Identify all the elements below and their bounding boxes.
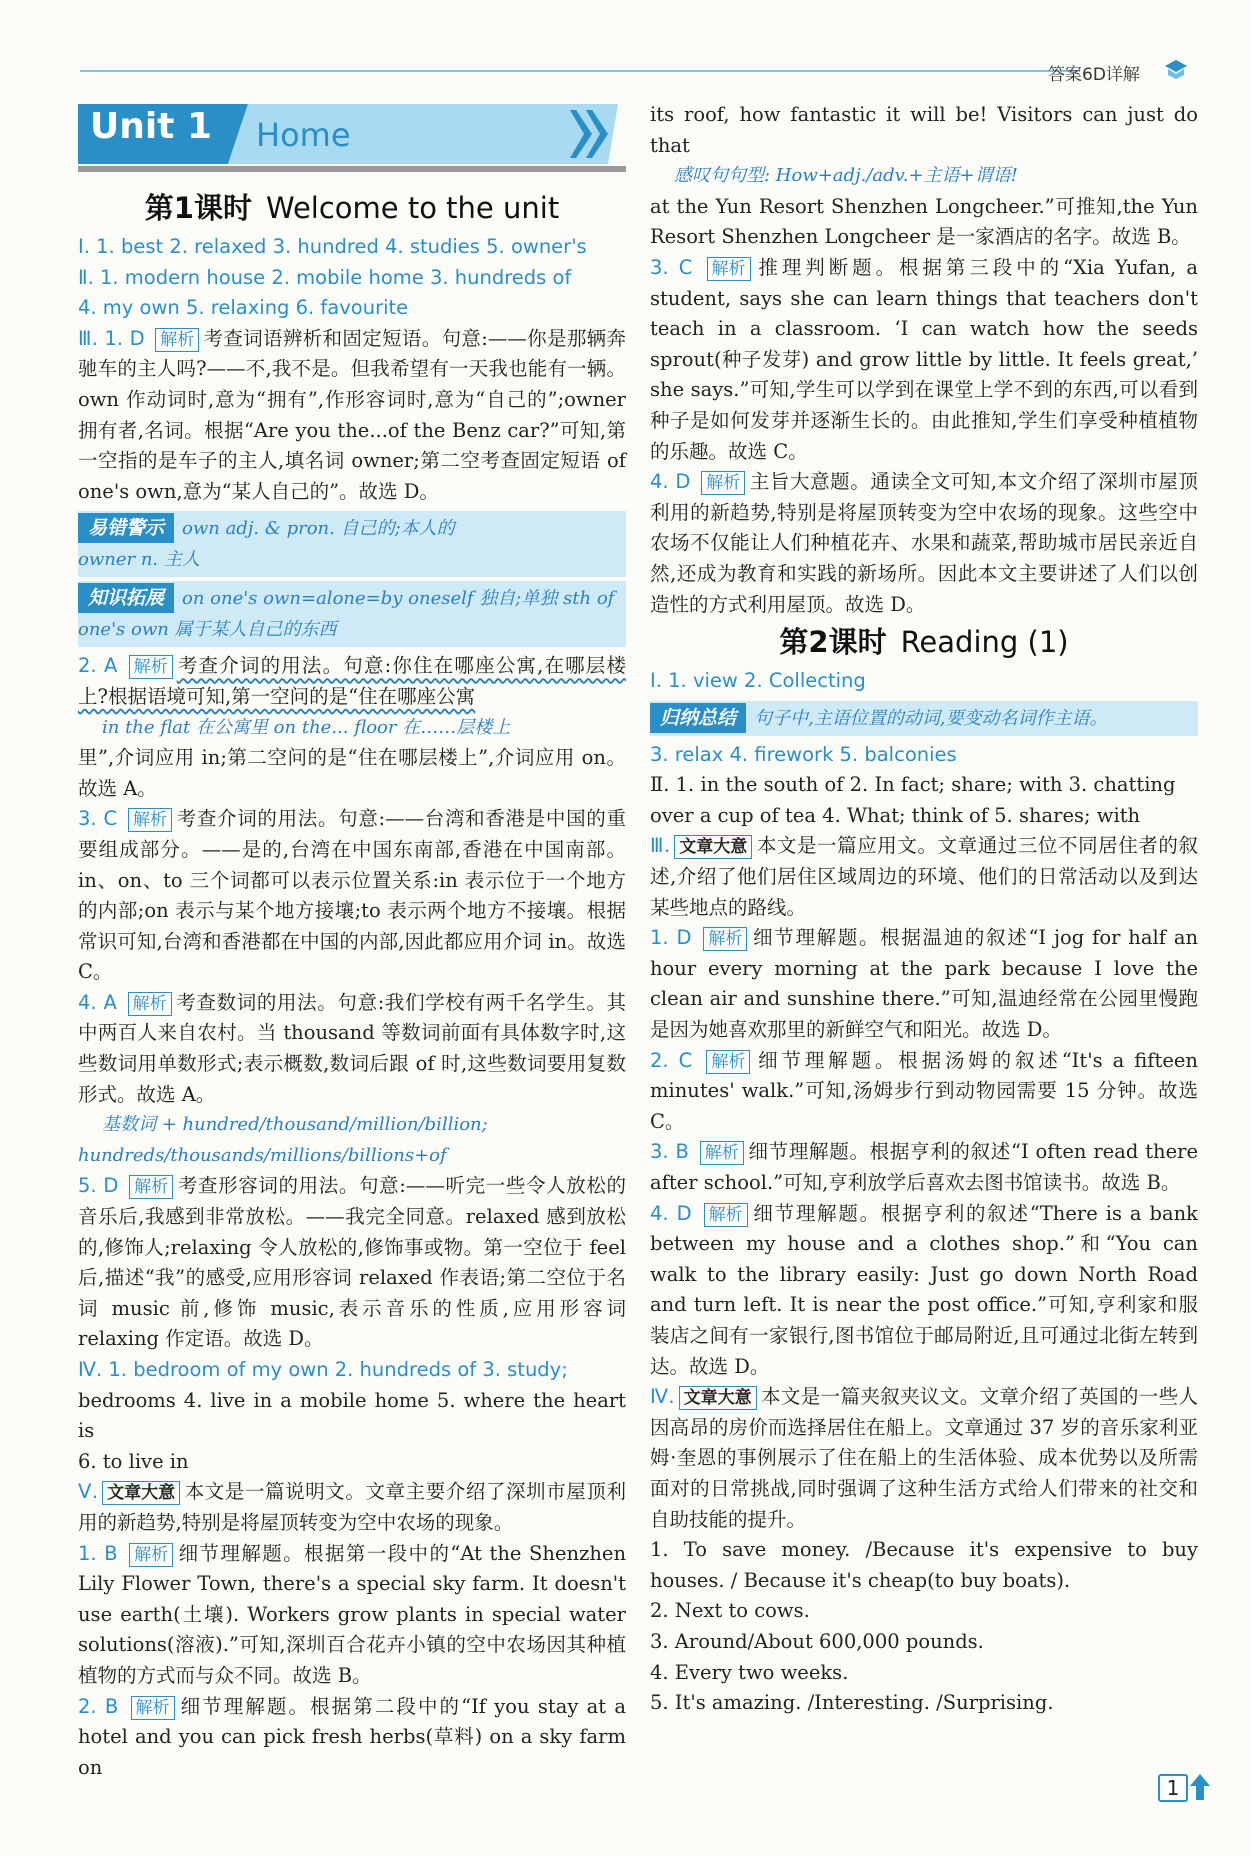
analysis-tag: 解析	[701, 471, 745, 495]
q3-3-explanation	[78, 804, 626, 988]
q3-2-text-b: 里”,介词应用 in;第二空问的是“住在哪层楼上”,介词应用 on。故选 A。	[78, 746, 626, 800]
l2-section-4-head: Ⅳ.	[650, 1385, 675, 1409]
section-5-summary-text: 本文是一篇说明文。文章主要介绍了深圳市屋顶利用的新趋势,特别是将屋顶转变为空中农场的现象。	[78, 1480, 626, 1534]
l2-section-1-answers-b: 3. relax 4. firework 5. balconies	[650, 742, 957, 766]
q3-4-handwritten-note-1: 基数词 + hundred/thousand/million/billion;	[102, 1114, 488, 1136]
lesson-2-title-cn: 第2课时	[779, 625, 887, 660]
error-warning-text-1: own adj. & pron. 自己的;本人的	[182, 518, 455, 540]
book-logo-icon	[1163, 58, 1189, 80]
section-2-answers-b: 4. my own 5. relaxing 6. favourite	[78, 296, 409, 320]
q5-4-answer: 4. D	[650, 470, 691, 494]
summary-box	[650, 701, 1198, 736]
q3-5-explanation	[78, 1171, 626, 1355]
analysis-tag: 解析	[704, 1203, 748, 1227]
l2-q4-explanation	[650, 1199, 1198, 1383]
analysis-tag: 解析	[128, 808, 172, 832]
q5-2-explanation	[78, 1692, 626, 1784]
q5-1-explanation	[78, 1539, 626, 1692]
page-arrow-icon	[1190, 1772, 1210, 1802]
q3-2-text-a: 考查介词的用法。句意:你住在哪座公寓,在哪层楼上?根据语境可知,第一空问的是“住在哪座公寓	[78, 654, 626, 708]
q5-1-answer: 1. B	[78, 1541, 118, 1565]
q3-1-explanation	[78, 324, 626, 508]
l2-q4-answer: 4. D	[650, 1201, 692, 1225]
l2-section-1-answers: Ⅰ. 1. view 2. Collecting	[650, 669, 866, 693]
l2-q2-answer: 2. C	[650, 1048, 693, 1072]
error-warning-label: 易错警示	[78, 513, 174, 543]
q3-5-text: 考查形容词的用法。句意:——听完一些令人放松的音乐后,我感到非常放松。——我完全同意。relaxed 感到放松的,修饰人;relaxing 令人放松的,修饰事或物。第一空位于 feel 后,描述“我”的感受,应用形容词 relaxed 作表语;第二空位于名词 music 前,修饰 music,表示音乐的性质,应用形容词 relaxing 作定语。故选 D。	[78, 1174, 626, 1351]
q3-2-explanation	[78, 651, 626, 712]
q5-3-text: 推理判断题。根据第三段中的“Xia Yufan, a student, says she can learn things that teachers don't teach in a classroom. ‘I can watch how the seeds sprout(种子发芽) and grow little by little. It feels great,’ she says.”可知,学生可以学到在课堂上学不到的东西,可以看到种子是如何发芽并逐渐生长的。由此推知,学生们享受种植植物的乐趣。故选 C。	[650, 255, 1199, 463]
analysis-tag: 解析	[707, 257, 751, 281]
analysis-tag: 解析	[129, 1543, 173, 1567]
q3-1-text: 考查词语辨析和固定短语。句意:——你是那辆奔驰车的主人吗?——不,我不是。但我希望有一天我也能有一辆。own 作动词时,意为“拥有”,作形容词时,意为“自己的”;owner 拥有者,名词。根据“Are you the...of the Benz car?”可知,第一空指的是车子的主人,填名词 owner;第二空考查固定短语 of one's own,意为“某人自己的”。故选 D。	[78, 326, 626, 503]
q3-2-answer: 2. A	[78, 654, 118, 678]
q3-4-text: 考查数词的用法。句意:我们学校有两千名学生。其中两百人来自农村。当 thousand 等数词前面有具体数字时,这些数词用单数形式;表示概数,数词后跟 of 时,这些数词要用复数形式。故选 A。	[78, 990, 626, 1106]
q5-4-explanation	[650, 467, 1198, 620]
analysis-tag: 解析	[700, 1141, 744, 1165]
l2-q2-explanation	[650, 1046, 1198, 1138]
unit-number: Unit 1	[90, 106, 212, 147]
section-4-answers-a: Ⅳ. 1. bedroom of my own 2. hundreds of 3. study;	[78, 1358, 568, 1381]
l2-q2-text: 细节理解题。根据汤姆的叙述“It's a fifteen minutes' walk.”可知,汤姆步行到动物园需要 15 分钟。故选 C。	[650, 1048, 1198, 1133]
q3-4-handwritten-note-2: hundreds/thousands/millions/billions+of	[78, 1144, 447, 1166]
l2-answer-3: 3. Around/About 600,000 pounds.	[650, 1629, 984, 1653]
l2-section-4-summary	[650, 1382, 1198, 1535]
l2-section-3-head: Ⅲ.	[650, 834, 671, 858]
l2-section-2-answers-b: over a cup of tea 4. What; think of 5. shares; with	[650, 803, 1141, 827]
lesson-1-title-en: Welcome to the unit	[265, 191, 560, 225]
section-2-answers-a: Ⅱ. 1. modern house 2. mobile home 3. hundreds of	[78, 265, 572, 289]
l2-answer-1: 1. To save money. /Because it's expensive to buy houses. / Because it's cheap(to buy boats).	[650, 1538, 1198, 1592]
summary-tag: 文章大意	[102, 1481, 180, 1505]
q5-2-answer: 2. B	[78, 1694, 119, 1718]
lesson-2-title-en: Reading (1)	[900, 625, 1069, 660]
q5-3-answer: 3. C	[650, 255, 693, 279]
q5-1-text: 细节理解题。根据第一段中的“At the Shenzhen Lily Flower Town, there's a special sky farm. It doesn't use earth(土壤). Workers grow plants in special water solutions(溶液).”可知,深圳百合花卉小镇的空中农场因其种植植物的方式而与众不同。故选 B。	[78, 1541, 626, 1687]
knowledge-text: on one's own=alone=by oneself 独自;单独 sth of one's own 属于某人自己的东西	[78, 588, 615, 641]
header-label: 答案6D详解	[1048, 65, 1140, 85]
q3-4-answer: 4. A	[78, 990, 117, 1014]
q5-3-explanation	[650, 253, 1198, 467]
l2-q1-answer: 1. D	[650, 926, 692, 950]
analysis-tag: 解析	[131, 1696, 175, 1720]
l2-answer-5: 5. It's amazing. /Interesting. /Surprising.	[650, 1691, 1054, 1715]
analysis-tag: 解析	[128, 992, 172, 1016]
l2-section-4-summary-text: 本文是一篇夹叙夹议文。文章介绍了英国的一些人因高昂的房价而选择居住在船上。文章通过 37 岁的音乐家利亚姆·奎恩的事例展示了住在船上的生活体验、成本优势以及所需面对的日常挑战,同时强调了这种生活方式给人们带来的社交和自助技能的提升。	[650, 1385, 1198, 1531]
section-4-answers-c: 6. to live in	[78, 1449, 189, 1473]
summary-tag: 文章大意	[674, 835, 752, 859]
l2-section-2-answers-a: Ⅱ. 1. in the south of 2. In fact; share; with 3. chatting	[650, 773, 1176, 797]
lesson-1-title-cn: 第1课时	[144, 191, 252, 225]
l2-answer-2: 2. Next to cows.	[650, 1599, 810, 1623]
right-column	[650, 100, 1198, 1719]
l2-q4-text: 细节理解题。根据亨利的叙述“There is a bank between my house and a clothes shop.”和“You can walk to the library easily: Just go down North Road and turn left. It is near the post office.”可知,亨利家和服装店之间有一家银行,图书馆位于邮局附近,且可通过北街左转到达。故选 D。	[650, 1201, 1198, 1378]
l2-section-3-summary	[650, 831, 1198, 923]
section-4-answers-b: bedrooms 4. live in a mobile home 5. where the heart is	[78, 1388, 626, 1443]
knowledge-label: 知识拓展	[78, 583, 174, 613]
q3-3-text: 考查介词的用法。句意:——台湾和香港是中国的重要组成部分。——是的,台湾在中国东南部,香港在中国南部。in、on、to 三个词都可以表示位置关系:in 表示位于一个地方的内部;on 表示与某个地方接壤;to 表示两个地方不接壤。根据常识可知,台湾和香港都在中国的内部,因此都应用介词 in。故选 C。	[78, 807, 626, 984]
l2-q1-text: 细节理解题。根据温迪的叙述“I jog for half an hour every morning at the park because I love the clean air and sunshine there.”可知,温迪经常在公园里慢跑是因为她喜欢那里的新鲜空气和阳光。故选 D。	[650, 926, 1199, 1042]
q3-2-handwritten-note: in the flat 在公寓里 on the... floor 在……层楼上	[102, 716, 511, 738]
header-rule	[80, 70, 1080, 72]
analysis-tag: 解析	[706, 1050, 750, 1074]
summary-tag: 文章大意	[679, 1386, 757, 1410]
error-warning-text-2: owner n. 主人	[78, 549, 200, 571]
q5-2-text: 细节理解题。根据第二段中的“If you stay at a hotel and you can pick fresh herbs(草料) on a sky farm on	[78, 1694, 626, 1779]
error-warning-box	[78, 511, 626, 577]
l2-answer-4: 4. Every two weeks.	[650, 1660, 849, 1684]
q5-2-continued-b: at the Yun Resort Shenzhen Longcheer.”可推知,the Yun Resort Shenzhen Longcheer 是一家酒店的名字。故选 B。	[650, 194, 1198, 249]
analysis-tag: 解析	[703, 927, 747, 951]
q5-2-continued-a: its roof, how fantastic it will be! Visitors can just do that	[650, 103, 1198, 157]
q3-4-explanation	[78, 988, 626, 1110]
l2-section-3-summary-text: 本文是一篇应用文。文章通过三位不同居住者的叙述,介绍了他们居住区域周边的环境、他们的日常活动以及到达某些地点的路线。	[650, 834, 1198, 919]
lesson-1-title	[78, 186, 626, 230]
left-column	[78, 100, 626, 1783]
page-number: 1	[1158, 1774, 1188, 1802]
l2-q3-answer: 3. B	[650, 1140, 689, 1164]
l2-q3-text: 细节理解题。根据亨利的叙述“I often read there after school.”可知,亨利放学后喜欢去图书馆读书。故选 B。	[650, 1140, 1198, 1194]
unit-banner	[78, 100, 626, 176]
analysis-tag: 解析	[129, 655, 173, 679]
section-1-answers: Ⅰ. 1. best 2. relaxed 3. hundred 4. studies 5. owner's	[78, 235, 587, 258]
q5-4-text: 主旨大意题。通读全文可知,本文介绍了深圳市屋顶利用的新趋势,特别是将屋顶转变为空中农场的现象。这些空中农场不仅能让人们种植花卉、水果和蔬菜,帮助城市居民亲近自然,还成为教育和实践的新场所。因此本文主要讲述了人们以创造性的方式利用屋顶。故选 D。	[650, 470, 1199, 616]
exclamation-handwritten-note: 感叹句句型: How+adj./adv.+主语+谓语!	[674, 165, 1018, 187]
unit-title: Home	[256, 116, 351, 154]
summary-box-label: 归纳总结	[650, 703, 746, 733]
summary-box-text: 句子中,主语位置的动词,要变动名词作主语。	[754, 707, 1108, 729]
q3-1-answer: Ⅲ. 1. D	[78, 326, 145, 350]
l2-q3-explanation	[650, 1137, 1198, 1198]
q3-5-answer: 5. D	[78, 1174, 119, 1198]
section-5-head: Ⅴ.	[78, 1480, 99, 1504]
knowledge-box	[78, 581, 626, 647]
analysis-tag: 解析	[155, 328, 199, 352]
section-5-summary	[78, 1477, 626, 1538]
l2-q1-explanation	[650, 923, 1198, 1045]
lesson-2-title	[650, 620, 1198, 664]
analysis-tag: 解析	[129, 1175, 173, 1199]
q3-3-answer: 3. C	[78, 807, 118, 831]
